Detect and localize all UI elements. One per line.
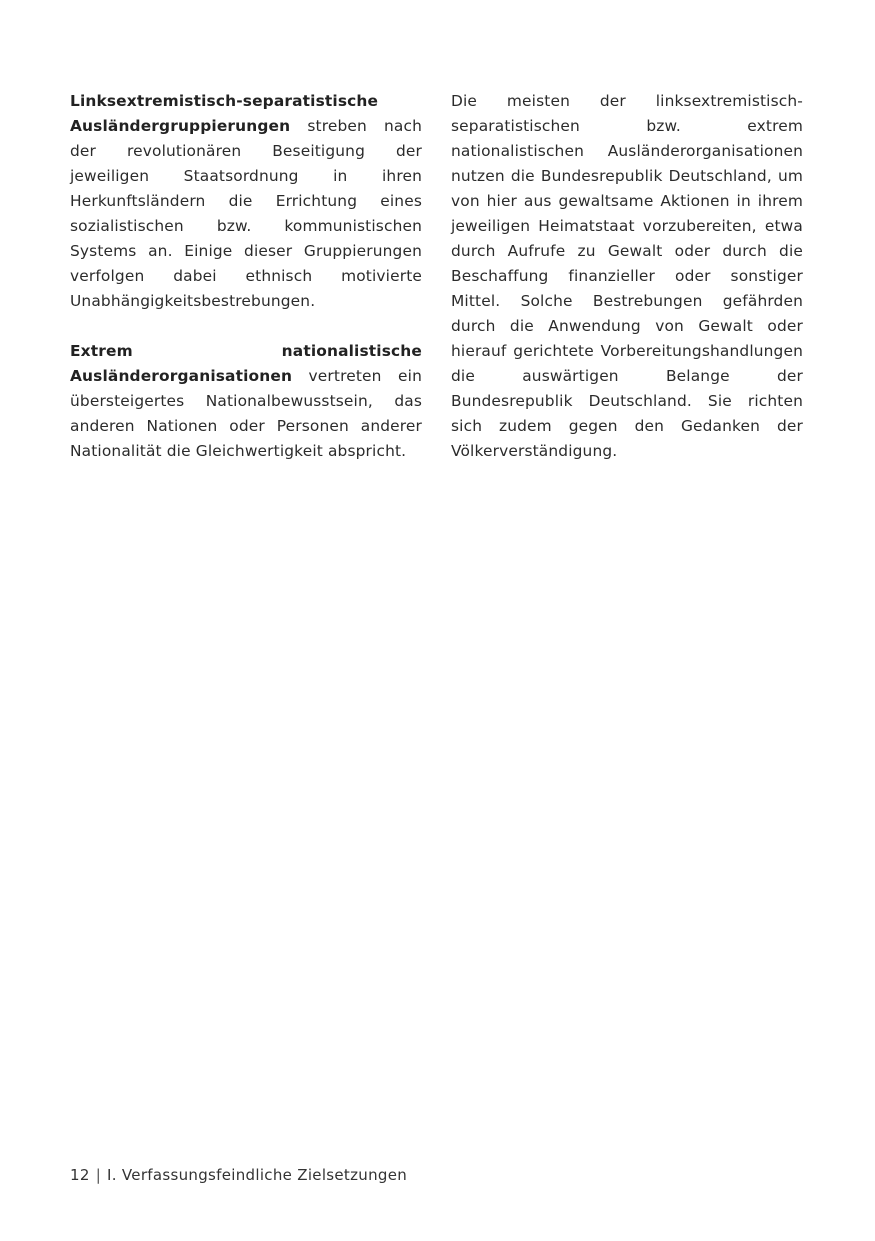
page-footer xyxy=(70,1165,407,1185)
paragraph-text: streben nach der revolutionären Beseitigung der jeweiligen Staatsordnung in ihren Herkunftsländern die Errichtung eines sozialistischen bzw. kommunistischen Systems an. Einige dieser Gruppierungen verfolgen dabei ethnisch motivierte Unabhängigkeitsbestrebungen. xyxy=(70,117,422,310)
page-number: 12 xyxy=(70,1166,90,1184)
term-left-separatist-groups: Linksextremistisch-separatistische Ausländergruppierungen xyxy=(70,92,379,135)
paragraph-text: vertreten ein übersteigertes Nationalbewusstsein, das anderen Nationen oder Personen anderer Nationalität die Gleichwertigkeit abspricht. xyxy=(70,367,422,460)
footer-separator: | xyxy=(95,1166,102,1184)
paragraph-activities xyxy=(451,89,803,464)
paragraph-left-groups xyxy=(70,89,422,314)
right-column xyxy=(451,89,803,464)
section-title: I. Verfassungsfeindliche Zielsetzungen xyxy=(107,1166,408,1184)
paragraph-nationalist-orgs xyxy=(70,339,422,464)
term-nationalist-organisations: Extrem nationalistische Ausländerorganisationen xyxy=(70,342,422,385)
left-column xyxy=(70,89,422,464)
paragraph-text: Die meisten der linksextremistisch-separatistischen bzw. extrem nationalistischen Ausländerorganisationen nutzen die Bundesrepublik Deutschland, um von hier aus gewaltsame Aktionen in ihrem jeweiligen Heimatstaat vorzubereiten, etwa durch Aufrufe zu Gewalt oder durch die Beschaffung finanzieller oder sonstiger Mittel. Solche Bestrebungen gefährden durch die Anwendung von Gewalt oder hierauf gerichtete Vorbereitungshandlungen die auswärtigen Belange der Bundesrepublik Deutschland. Sie richten sich zudem gegen den Gedanken der Völkerverständigung. xyxy=(451,92,803,460)
